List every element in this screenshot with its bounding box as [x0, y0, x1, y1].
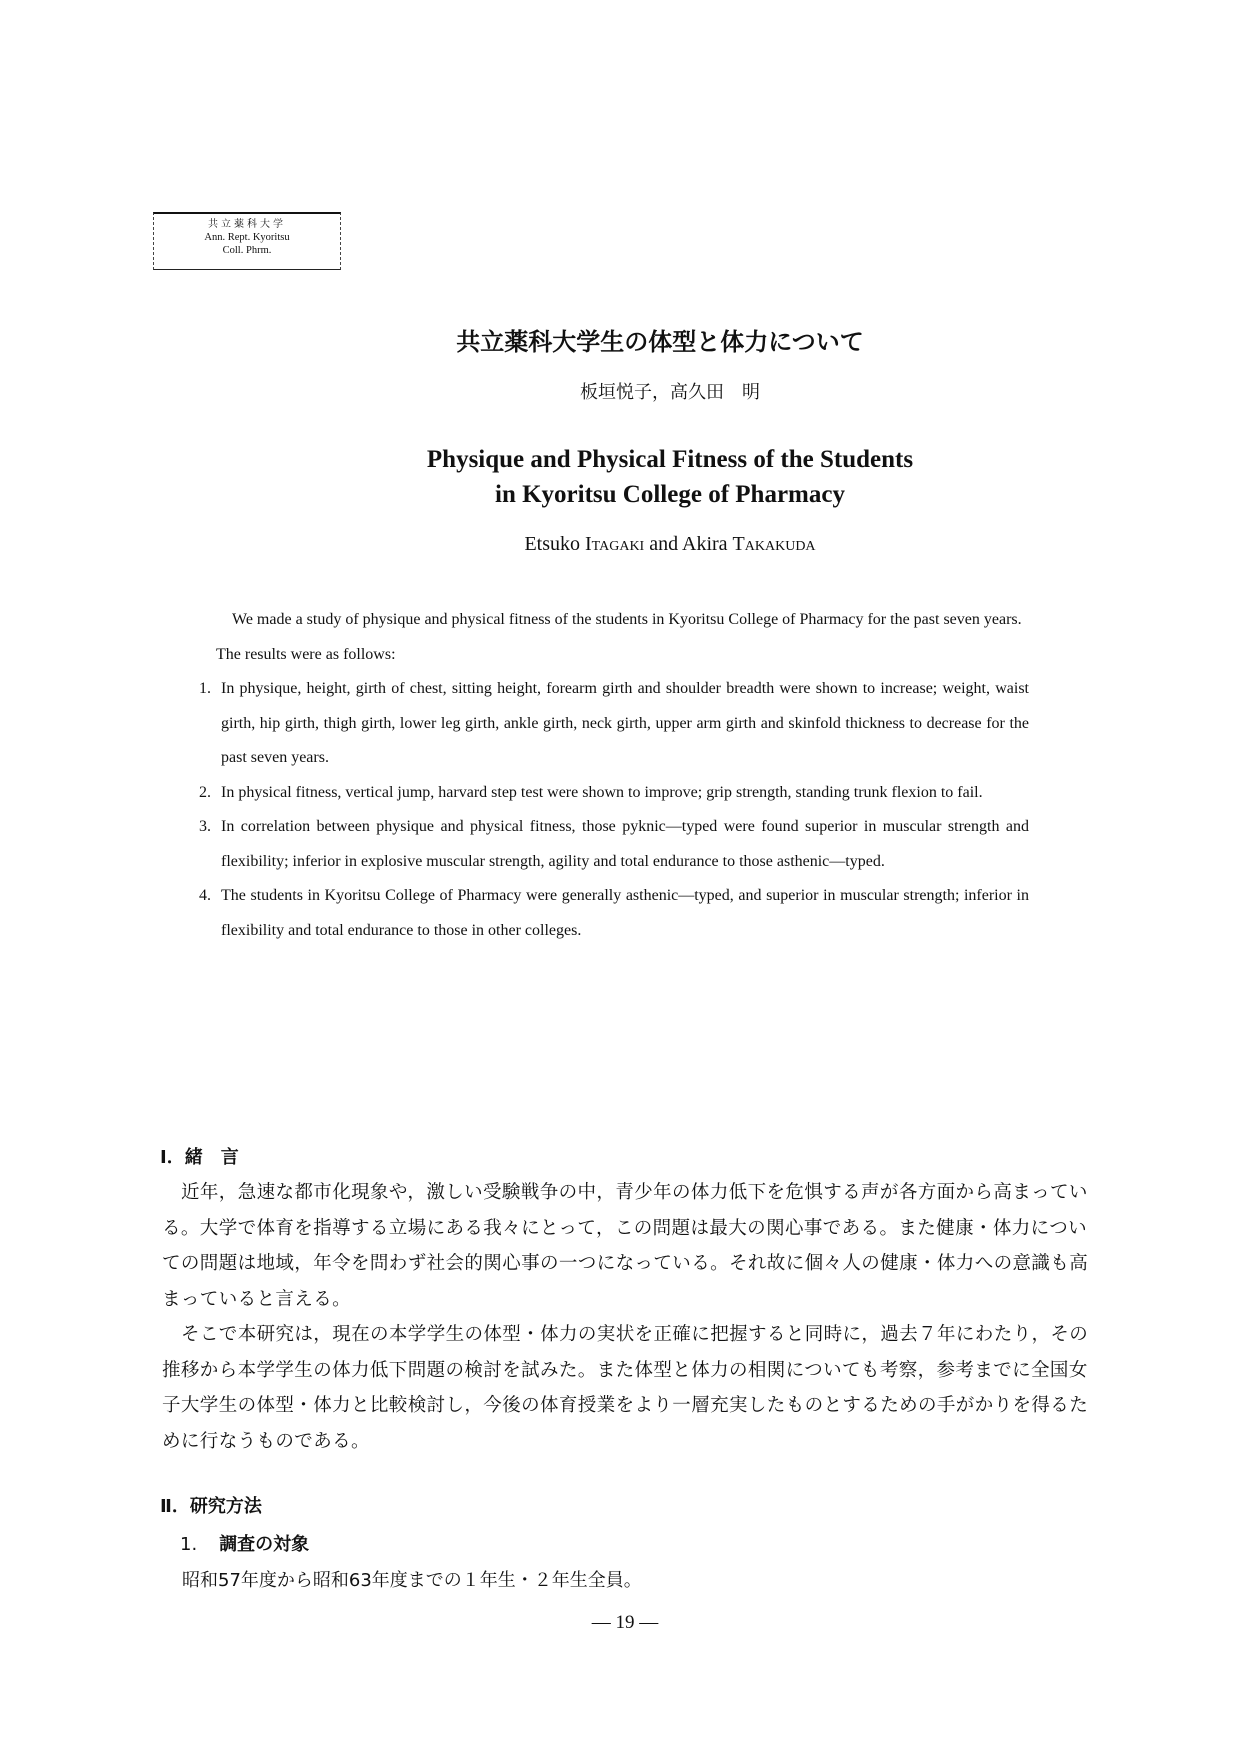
- abstract: [199, 603, 1029, 948]
- subsection-text: 昭和57年度から昭和63年度までの１年生・２年生全員。: [182, 1570, 642, 1591]
- abstract-lead: The results were as follows:: [216, 645, 396, 663]
- author-conjunction: and: [644, 533, 682, 555]
- subsection-heading: [180, 1530, 309, 1556]
- title-english: [50, 442, 1240, 512]
- abstract-item: [199, 672, 1029, 776]
- item-text: The students in Kyoritsu College of Pharmacy were generally asthenic—typed, and superior in muscular strength; inferior in flexibility and total endurance to those in other colleges.: [221, 887, 1029, 939]
- item-number: 1.: [199, 680, 211, 697]
- section-introduction-body: [162, 1175, 1102, 1459]
- page-number: — 19 —: [591, 1612, 659, 1633]
- authors-english: [50, 533, 1240, 556]
- item-number: 3.: [199, 818, 211, 835]
- item-text: In physique, height, girth of chest, sitting height, forearm girth and shoulder breadth were shown to increase; weight, waist girth, hip girth, thigh girth, lower leg girth, ankle girth, neck girth, upper arm girth and skinfold thickness to decrease for the past seven years.: [221, 680, 1029, 766]
- section-heading-introduction: Ⅰ．緒 言: [160, 1147, 239, 1168]
- title-japanese: 共立薬科大学生の体型と体力について: [456, 328, 864, 356]
- journal-abbrev-line2: Coll. Phrm.: [222, 245, 272, 256]
- item-number: 2.: [199, 783, 211, 801]
- abstract-item: [199, 810, 1029, 879]
- subsection-number: 1.: [180, 1534, 198, 1555]
- title-english-line2: in Kyoritsu College of Pharmacy: [495, 481, 845, 508]
- author1-first: Etsuko: [524, 533, 586, 555]
- subsection-title: 調査の対象: [219, 1534, 310, 1555]
- paragraph: そこで本研究は，現在の本学学生の体型・体力の実状を正確に把握すると同時に，過去７年にわたり，その推移から本学学生の体力低下問題の検討を試みた。また体型と体力の相関についても考察，参考までに全国女子大学生の体型・体力と比較検討し，今後の体育授業をより一層充実したものとするための手がかりを得るために行なうものである。: [162, 1324, 1089, 1452]
- author2-last: Takakuda: [732, 533, 816, 555]
- authors-japanese: 板垣悦子，高久田 明: [580, 382, 760, 403]
- abstract-intro: We made a study of physique and physical fitness of the students in Kyoritsu College of Pharmacy for the past seven years.: [232, 611, 1022, 628]
- abstract-item: [199, 879, 1029, 948]
- journal-name-jp: 共立薬科大学: [208, 219, 286, 230]
- paragraph: 近年，急速な都市化現象や，激しい受験戦争の中，青少年の体力低下を危惧する声が各方面から高まっている。大学で体育を指導する立場にある我々にとって，この問題は最大の関心事である。また健康・体力についての問題は地域，年令を問わず社会的関心事の一つになっている。それ故に個々人の健康・体力への意識も高まっていると言える。: [162, 1182, 1089, 1310]
- journal-label-box: [153, 212, 341, 270]
- journal-abbrev-line1: Ann. Rept. Kyoritsu: [204, 232, 290, 243]
- title-english-line1: Physique and Physical Fitness of the Students: [426, 446, 914, 473]
- abstract-item: [199, 776, 1029, 811]
- item-number: 4.: [199, 887, 211, 904]
- section-heading-methods: Ⅱ．研究方法: [160, 1496, 262, 1517]
- author2-first: Akira: [682, 533, 733, 555]
- item-text: In correlation between physique and physical fitness, those pyknic—typed were found superior in muscular strength and flexibility; inferior in explosive muscular strength, agility and total endurance to those asthenic—typed.: [221, 818, 1029, 870]
- item-text: In physical fitness, vertical jump, harvard step test were shown to improve; grip strength, standing trunk flexion to fail.: [221, 783, 983, 801]
- author1-last: Itagaki: [585, 533, 645, 555]
